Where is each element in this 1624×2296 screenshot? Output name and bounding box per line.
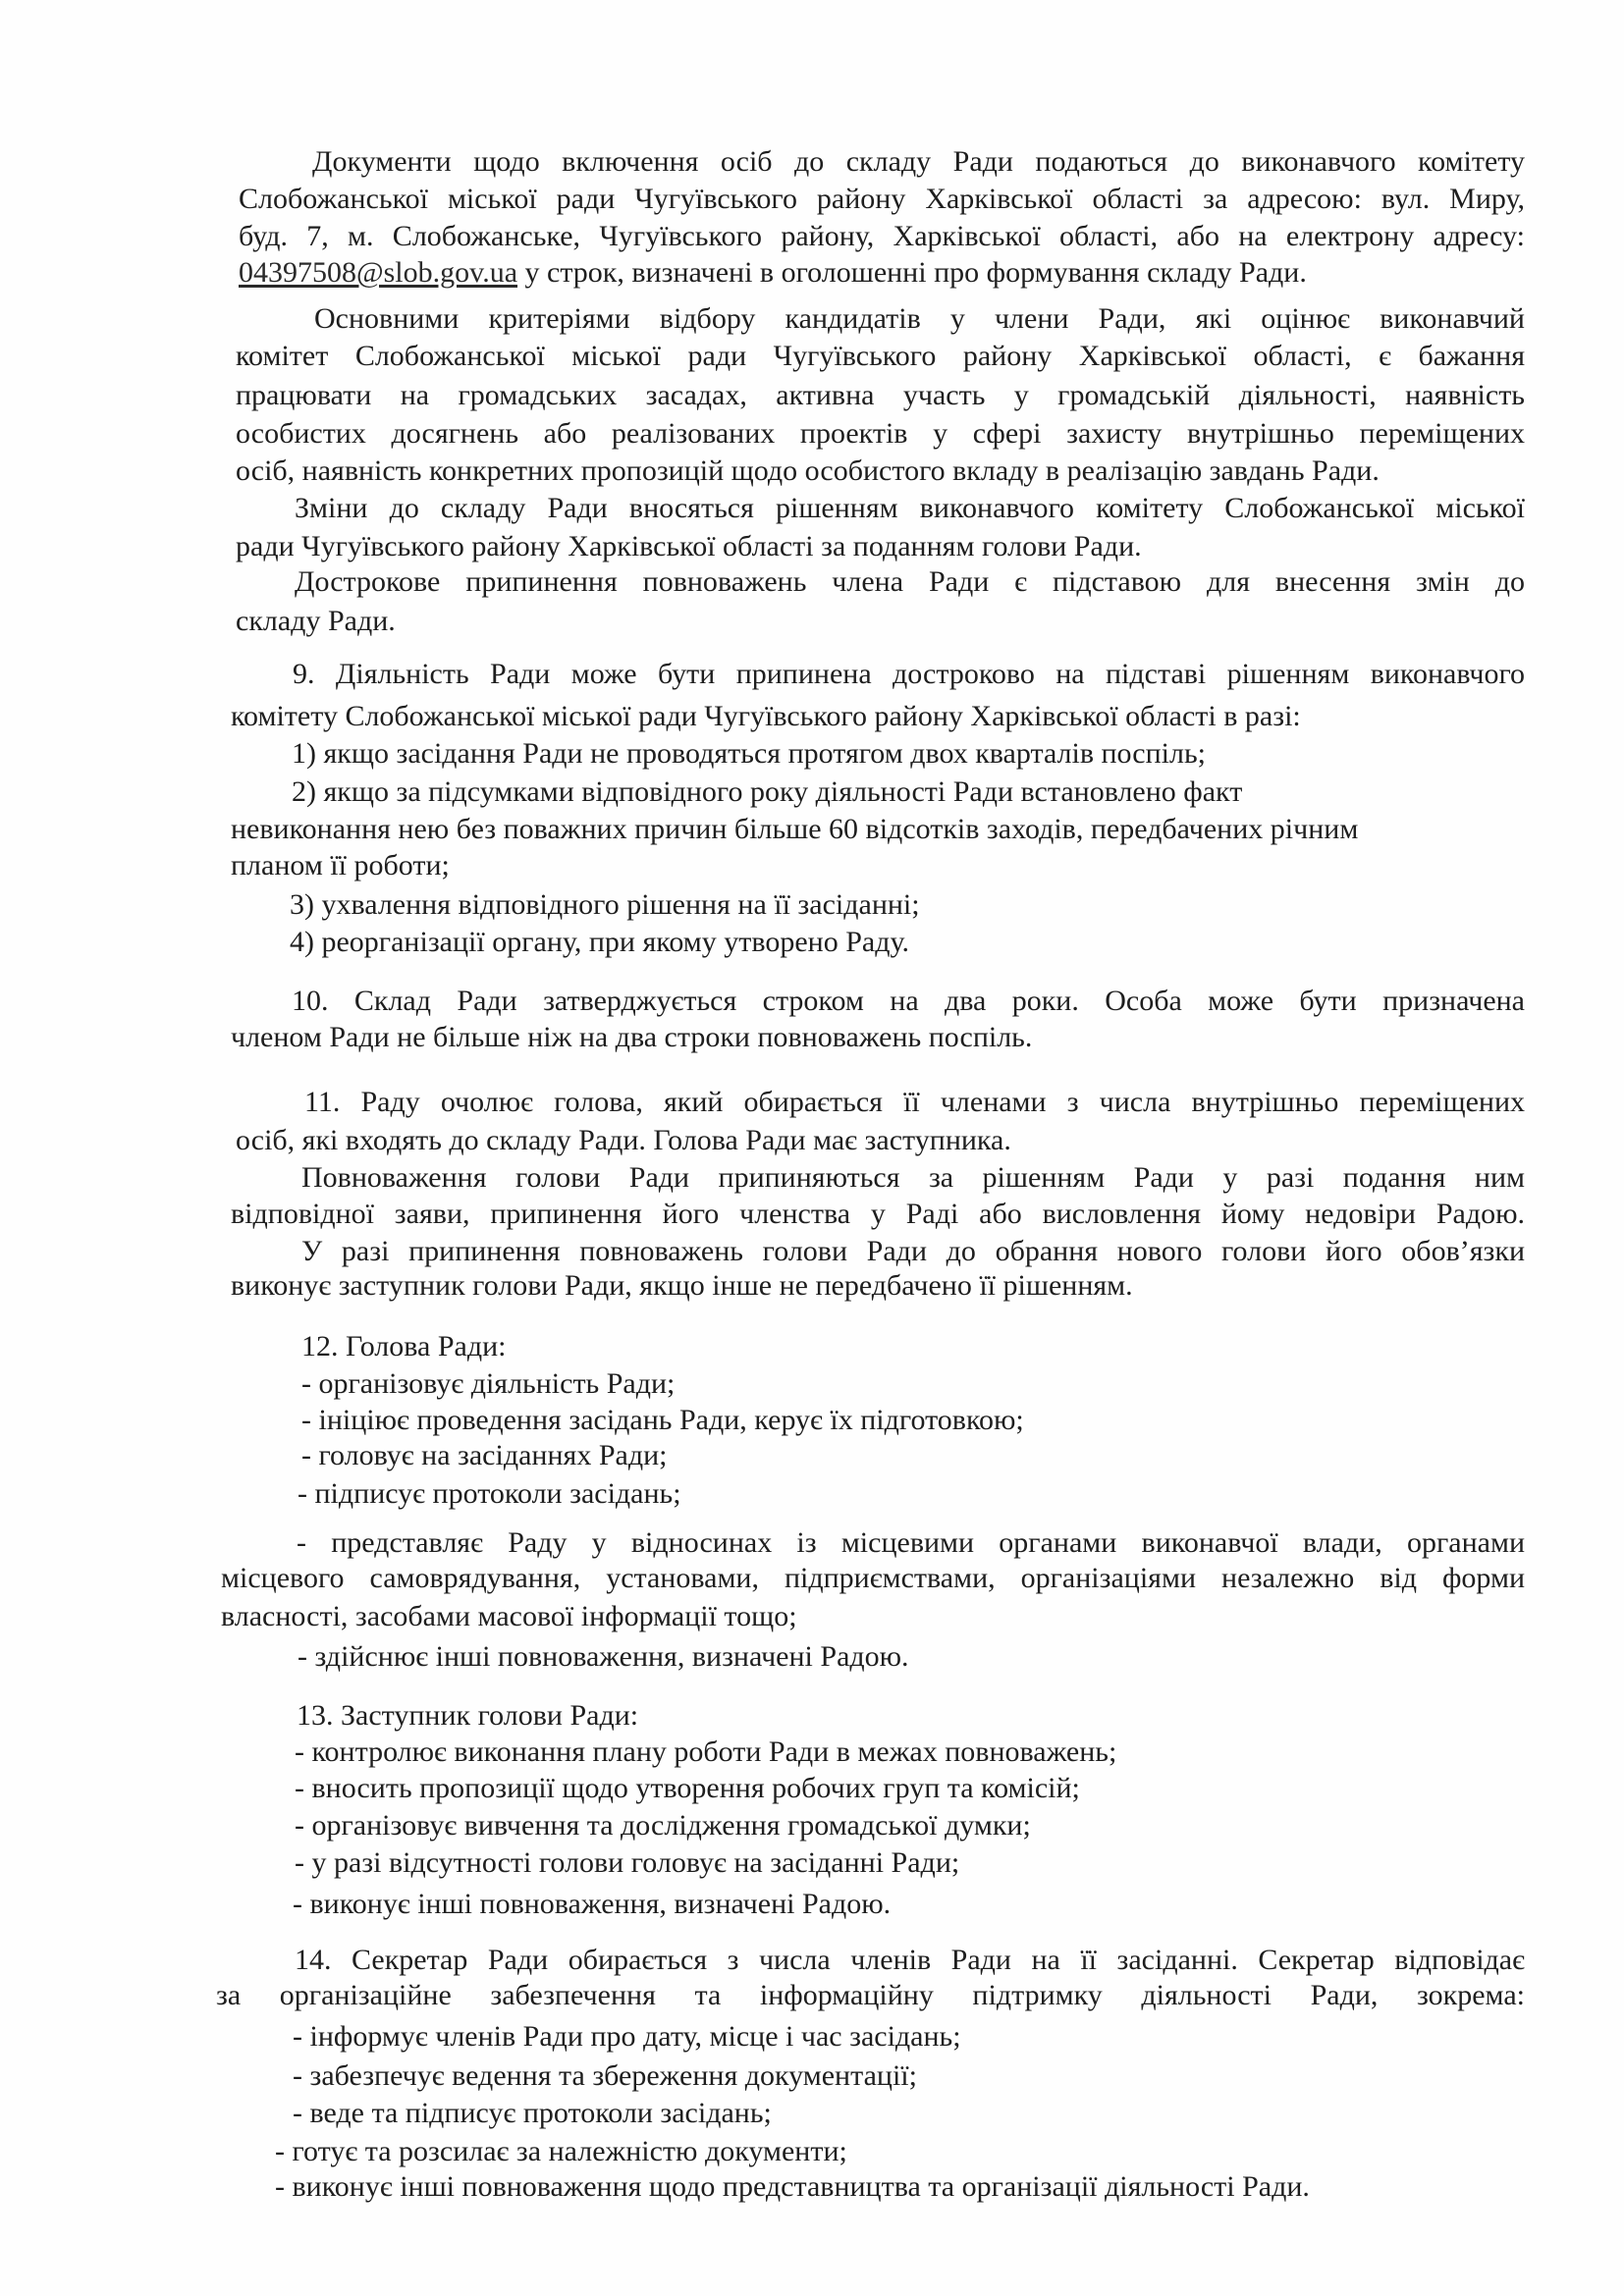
text-line: комітет Слобожанської міської ради Чугуївського району Харківської області, є бажання bbox=[236, 340, 1525, 372]
email-link[interactable]: 04397508@slob.gov.ua bbox=[239, 256, 518, 289]
text-line: - веде та підписує протоколи засідань; bbox=[293, 2097, 772, 2129]
text-line: місцевого самоврядування, установами, підприємствами, організаціями незалежно від форми bbox=[221, 1562, 1525, 1594]
text-line: Повноваження голови Ради припиняються за рішенням Ради у разі подання ним bbox=[301, 1161, 1525, 1194]
text-line: - підписує протоколи засідань; bbox=[298, 1477, 681, 1510]
text-line: 9. Діяльність Ради може бути припинена достроково на підставі рішенням виконавчого bbox=[293, 658, 1525, 690]
text-line: Зміни до складу Ради вносяться рішенням виконавчого комітету Слобожанської міської bbox=[295, 492, 1525, 524]
text-line: 1) якщо засідання Ради не проводяться протягом двох кварталів поспіль; bbox=[292, 737, 1206, 770]
text-line: ради Чугуївського району Харківської області за поданням голови Ради. bbox=[236, 530, 1142, 562]
text-line: членом Ради не більше ніж на два строки повноважень поспіль. bbox=[231, 1021, 1033, 1053]
text-line: виконує заступник голови Ради, якщо інше не передбачено її рішенням. bbox=[231, 1269, 1133, 1302]
text-line: - забезпечує ведення та збереження документації; bbox=[293, 2059, 917, 2092]
text-line: осіб, наявність конкретних пропозицій щодо особистого вкладу в реалізацію завдань Ради. bbox=[236, 454, 1380, 487]
text-line: Дострокове припинення повноважень члена Ради є підставою для внесення змін до bbox=[295, 565, 1525, 598]
text-line: комітету Слобожанської міської ради Чугуївського району Харківської області в разі: bbox=[231, 700, 1301, 732]
text-line: працювати на громадських засадах, активна участь у громадській діяльності, наявність bbox=[236, 379, 1525, 411]
text-line: - виконує інші повноваження, визначені Радою. bbox=[293, 1888, 892, 1920]
text-line: - здійснює інші повноваження, визначені Радою. bbox=[298, 1640, 909, 1673]
text-line: 13. Заступник голови Ради: bbox=[297, 1699, 639, 1732]
text-line: особистих досягнень або реалізованих проектів у сфері захисту внутрішньо переміщених bbox=[236, 417, 1525, 450]
text-line: - організовує вивчення та дослідження громадської думки; bbox=[295, 1809, 1031, 1842]
text-line: 11. Раду очолює голова, який обирається її членами з числа внутрішньо переміщених bbox=[304, 1086, 1525, 1118]
text-line: Слобожанської міської ради Чугуївського району Харківської області за адресою: вул. Миру, bbox=[239, 183, 1525, 215]
text-line bbox=[239, 254, 1307, 292]
text-line: 10. Склад Ради затверджується строком на два роки. Особа може бути призначена bbox=[292, 985, 1525, 1017]
text-line: 12. Голова Ради: bbox=[301, 1330, 507, 1362]
text-line: - виконує інші повноваження щодо представництва та організації діяльності Ради. bbox=[275, 2170, 1310, 2203]
text-line: - організовує діяльність Ради; bbox=[301, 1367, 676, 1400]
text-line: - представляє Раду у відносинах із місцевими органами виконавчої влади, органами bbox=[297, 1526, 1525, 1559]
text-line: власності, засобами масової інформації тощо; bbox=[221, 1600, 797, 1632]
text-line: складу Ради. bbox=[236, 605, 396, 637]
text-line: - головує на засіданнях Ради; bbox=[301, 1439, 668, 1471]
text-line: 4) реорганізації органу, при якому утворено Раду. bbox=[290, 926, 909, 958]
text-line: - інформує членів Ради про дату, місце і час засідань; bbox=[293, 2020, 961, 2053]
text-line: - у разі відсутності голови головує на засіданні Ради; bbox=[295, 1846, 960, 1879]
text-line: Документи щодо включення осіб до складу Ради подаються до виконавчого комітету bbox=[312, 145, 1525, 178]
text-line: - готує та розсилає за належністю документи; bbox=[275, 2135, 847, 2167]
text-line: Основними критеріями відбору кандидатів у члени Ради, які оцінює виконавчий bbox=[314, 302, 1525, 335]
text-line: 14. Секретар Ради обирається з числа членів Ради на її засіданні. Секретар відповідає bbox=[295, 1944, 1525, 1976]
text-line: - контролює виконання плану роботи Ради в межах повноважень; bbox=[295, 1735, 1117, 1768]
text-line: за організаційне забезпечення та інформаційну підтримку діяльності Ради, зокрема: bbox=[216, 1979, 1525, 2011]
text-line: планом її роботи; bbox=[231, 849, 450, 881]
text-line: - ініціює проведення засідань Ради, керує їх підготовкою; bbox=[301, 1404, 1024, 1436]
text-line: У разі припинення повноважень голови Ради до обрання нового голови його обов’язки bbox=[301, 1235, 1525, 1267]
text-line: буд. 7, м. Слобожанське, Чугуївського району, Харківської області, або на електрону адресу: bbox=[239, 220, 1525, 252]
text-line: 3) ухвалення відповідного рішення на її засіданні; bbox=[290, 888, 920, 921]
text-line: - вносить пропозиції щодо утворення робочих груп та комісій; bbox=[295, 1772, 1080, 1804]
text-line: відповідної заяви, припинення його членства у Раді або висловлення йому недовіри Радою. bbox=[231, 1198, 1525, 1230]
text-line-rest: у строк, визначені в оголошенні про формування складу Ради. bbox=[517, 256, 1307, 289]
text-line: 2) якщо за підсумками відповідного року діяльності Ради встановлено факт bbox=[292, 775, 1243, 808]
text-line: осіб, які входять до складу Ради. Голова Ради має заступника. bbox=[236, 1124, 1011, 1156]
text-line: невиконання нею без поважних причин більше 60 відсотків заходів, передбачених річним bbox=[231, 813, 1359, 845]
